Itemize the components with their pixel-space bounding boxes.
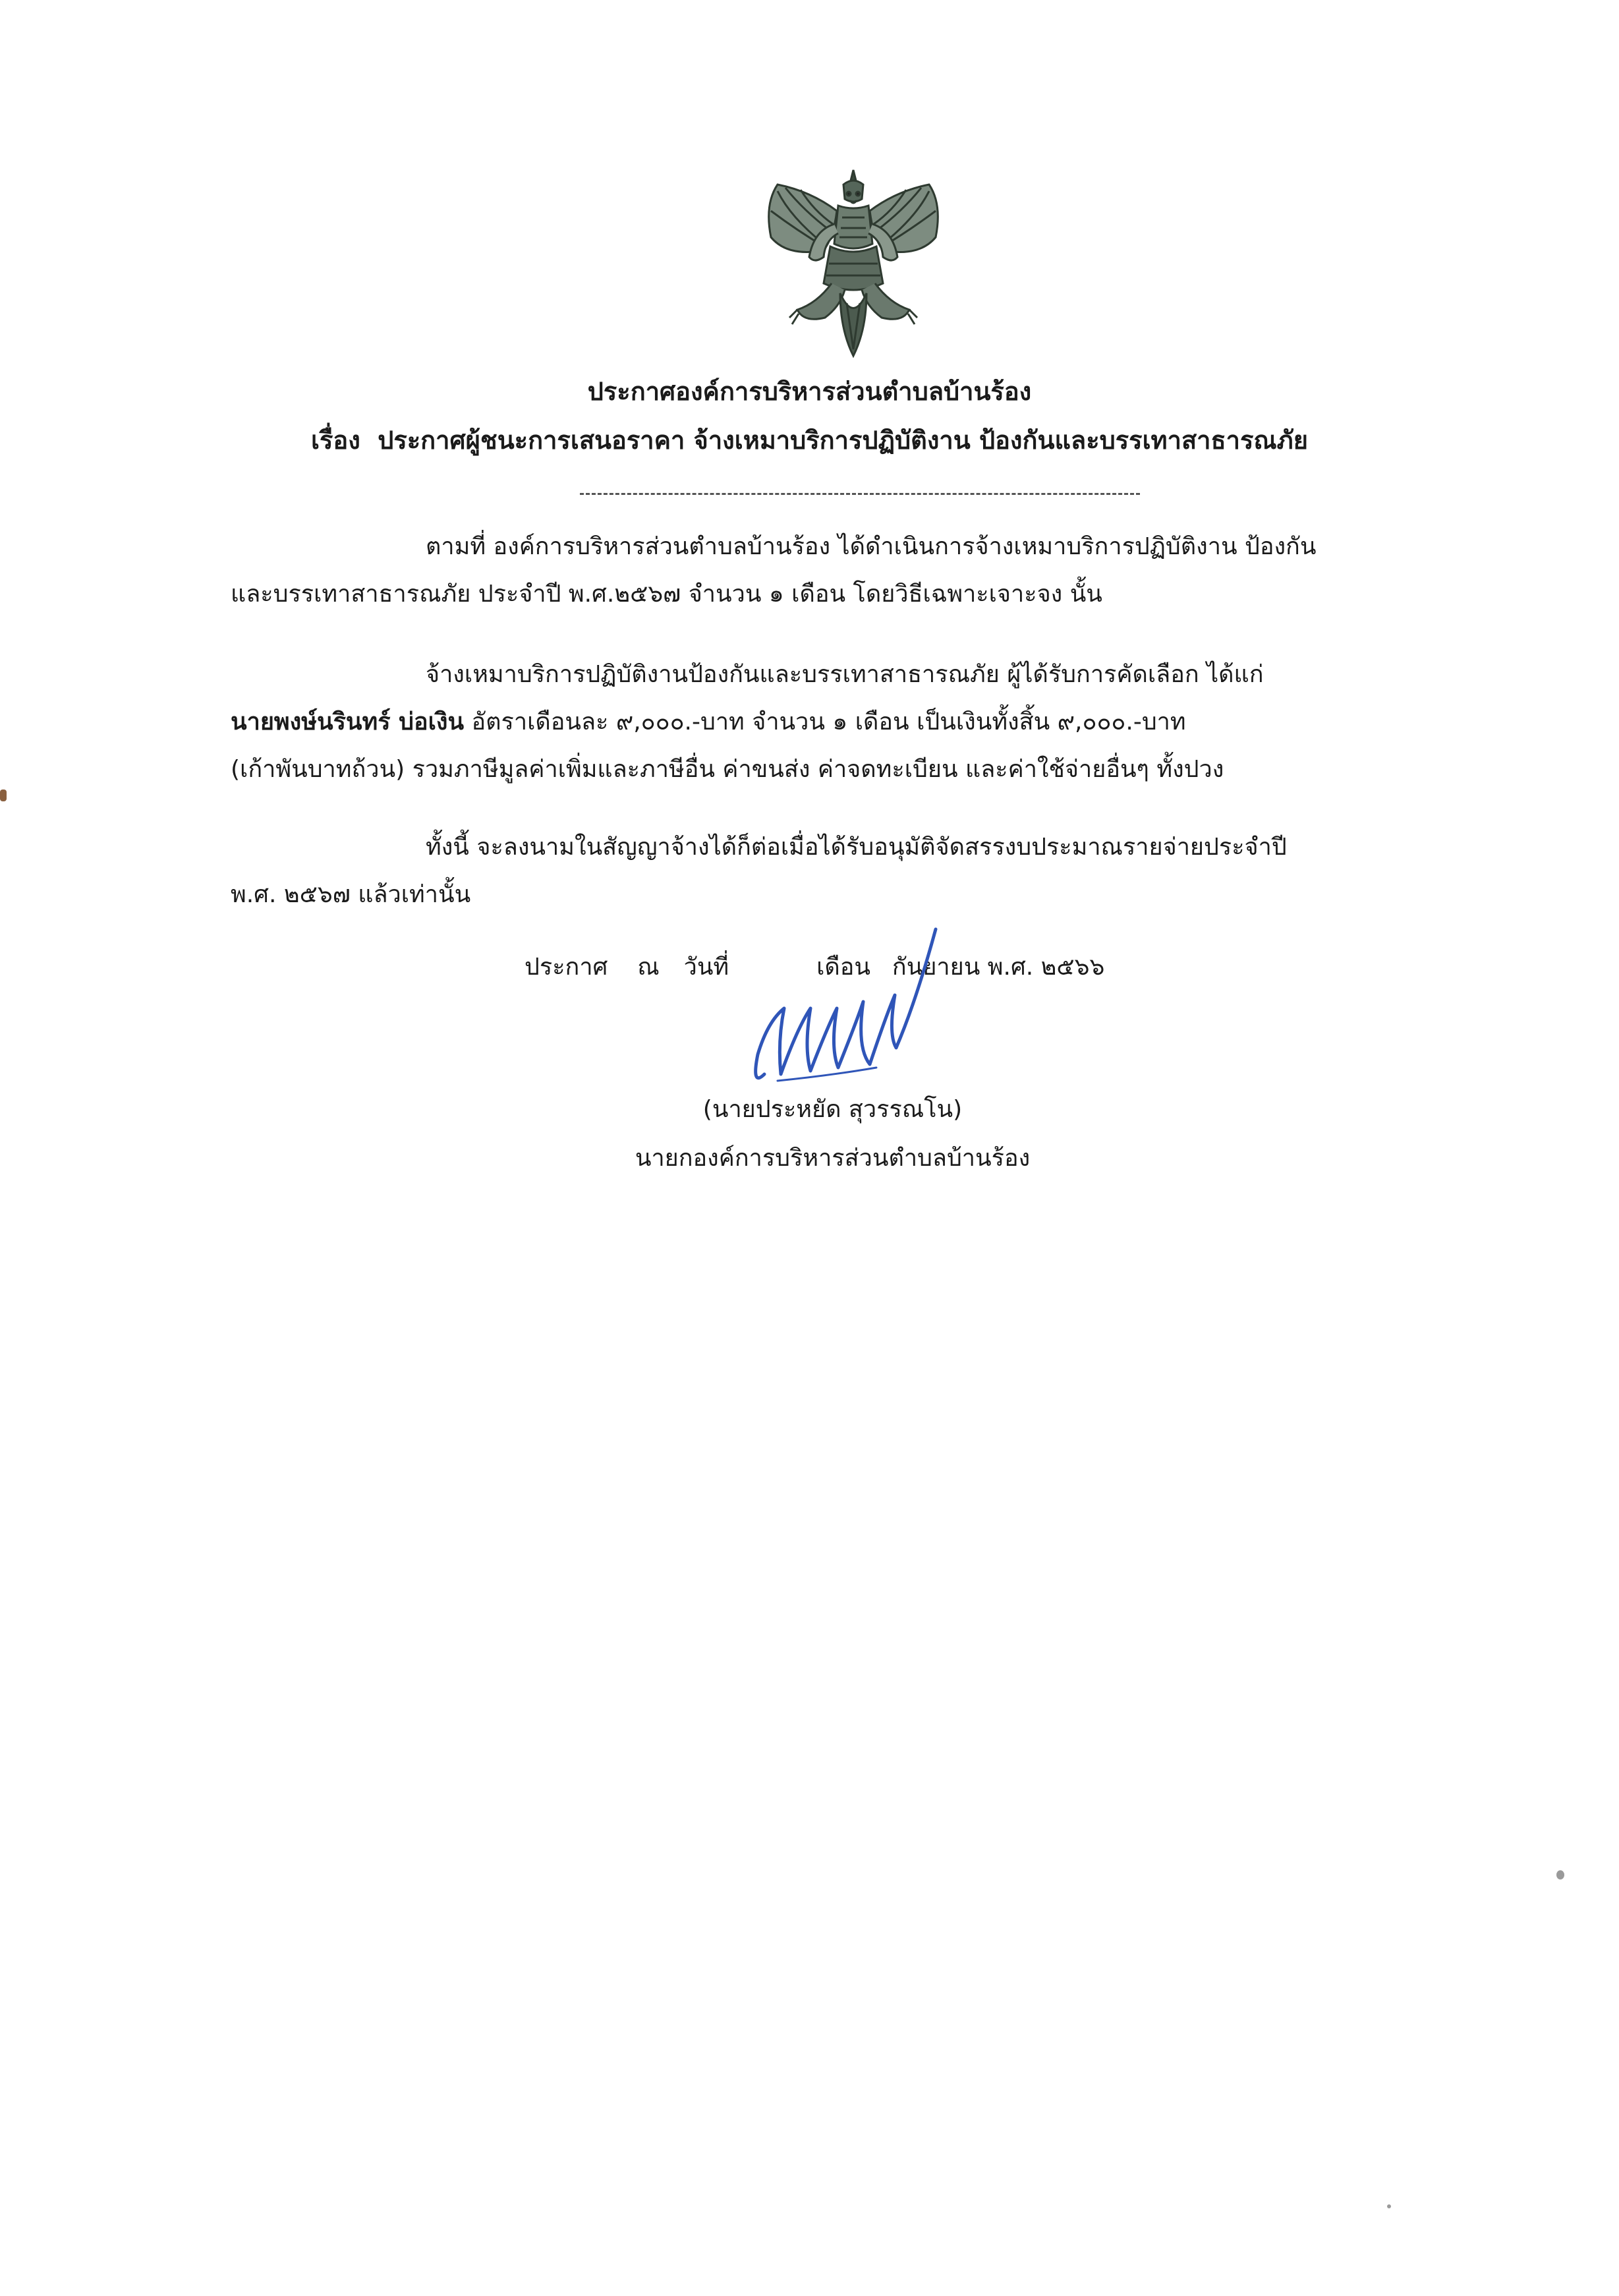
paragraph-2-line-1: จ้างเหมาบริการปฏิบัติงานป้องกันและบรรเทาสาธารณภัย ผู้ได้รับการคัดเลือก ได้แก่ — [426, 661, 1264, 688]
scan-speck — [1556, 1870, 1564, 1880]
paragraph-1-line-1: ตามที่ องค์การบริหารส่วนตำบลบ้านร้อง ได้ดำเนินการจ้างเหมาบริการปฏิบัติงาน ป้องกัน — [426, 533, 1317, 560]
announce-label: ประกาศ — [525, 954, 608, 981]
title-divider — [580, 493, 1140, 495]
scan-speck — [0, 789, 7, 801]
paragraph-1-line-2: และบรรเทาสาธารณภัย ประจำปี พ.ศ.๒๕๖๗ จำนวน ๑ เดือน โดยวิธีเฉพาะเจาะจง นั้น — [231, 581, 1102, 608]
paragraph-2-line-2-rest: อัตราเดือนละ ๙,๐๐๐.-บาท จำนวน ๑ เดือน เป็นเงินทั้งสิ้น ๙,๐๐๐.-บาท — [464, 708, 1186, 735]
paragraph-2 — [231, 651, 1475, 793]
month-year: กันยายน พ.ศ. ๒๕๖๖ — [892, 954, 1105, 981]
paragraph-2-line-3: (เก้าพันบาทถ้วน) รวมภาษีมูลค่าเพิ่มและภาษีอื่น ค่าขนส่ง ค่าจดทะเบียน และค่าใช้จ่ายอื่นๆ ทั้งปวง — [231, 756, 1224, 783]
paragraph-3-line-2: พ.ศ. ๒๕๖๗ แล้วเท่านั้น — [231, 881, 471, 908]
winner-name: นายพงษ์นรินทร์ บ่อเงิน — [231, 708, 465, 735]
subject-label: เรื่อง — [310, 426, 360, 455]
scan-speck — [1387, 2204, 1391, 2208]
month-label: เดือน — [816, 954, 870, 981]
garuda-emblem-icon — [751, 165, 955, 362]
paragraph-1 — [231, 523, 1475, 618]
handwritten-signature — [738, 923, 975, 1107]
paragraph-3-line-1: ทั้งนี้ จะลงนามในสัญญาจ้างได้ก็ต่อเมื่อได้รับอนุมัติจัดสรรงบประมาณรายจ่ายประจำปี — [426, 834, 1287, 861]
paragraph-3 — [231, 824, 1475, 919]
subject-text: ประกาศผู้ชนะการเสนอราคา จ้างเหมาบริการปฏิบัติงาน ป้องกันและบรรเทาสาธารณภัย — [378, 426, 1308, 455]
signer-name: (นายประหยัด สุวรรณโน) — [702, 1096, 963, 1123]
document-title: ประกาศองค์การบริหารส่วนตำบลบ้านร้อง — [587, 377, 1032, 406]
paragraph-2-line-2 — [231, 699, 1475, 746]
day-label: วันที่ — [683, 954, 729, 981]
at-label: ณ — [637, 954, 660, 981]
signer-title: นายกองค์การบริหารส่วนตำบลบ้านร้อง — [635, 1145, 1031, 1172]
document-subject — [0, 422, 1619, 459]
